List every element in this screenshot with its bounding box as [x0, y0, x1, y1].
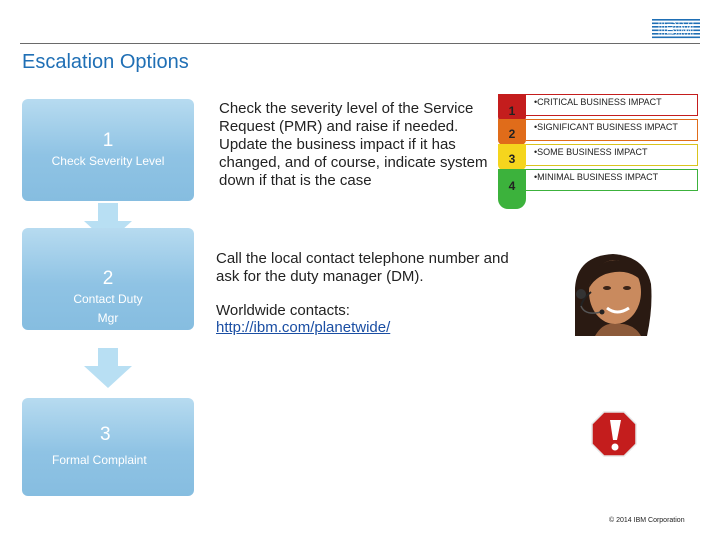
header-divider	[20, 43, 700, 44]
severity-level: 1	[508, 104, 516, 118]
check-severity-description: Check the severity level of the Service Request (PMR) and raise if needed. Update the business impact if it has changed, and of course, indicate system down if that is the case	[219, 100, 488, 189]
down-arrow-icon	[84, 348, 132, 388]
copyright-footer: © 2014 IBM Corporation	[609, 517, 685, 524]
worldwide-contacts-link[interactable]: http://ibm.com/planetwide/	[216, 319, 391, 336]
step-number: 2	[102, 268, 114, 289]
severity-3-label: •SOME BUSINESS IMPACT	[526, 144, 698, 166]
severity-4-marker	[498, 169, 526, 209]
severity-level: 3	[508, 152, 516, 166]
step-contact-duty-mgr	[22, 228, 194, 330]
warning-exclamation-icon	[590, 410, 638, 462]
ibm-logo-text: IBM	[657, 19, 695, 39]
step-check-severity	[22, 99, 194, 201]
page-title: Escalation Options	[22, 51, 189, 73]
support-agent-photo	[555, 248, 666, 336]
severity-level: 2	[508, 127, 516, 141]
severity-1-marker	[498, 94, 526, 122]
step-label: Contact Duty Mgr	[73, 292, 143, 325]
ibm-logo	[652, 17, 700, 39]
severity-2-marker	[498, 119, 526, 145]
step-label: Formal Complaint	[52, 453, 147, 467]
step-label: Check Severity Level	[51, 154, 165, 168]
call-duty-manager-text: Call the local contact telephone number and ask for the duty manager (DM).	[216, 250, 509, 285]
severity-1-label: •CRITICAL BUSINESS IMPACT	[526, 94, 698, 116]
step-number: 1	[102, 130, 114, 151]
step-formal-complaint	[22, 398, 194, 496]
severity-4-label: •MINIMAL BUSINESS IMPACT	[526, 169, 698, 191]
severity-2-label: •SIGNIFICANT BUSINESS IMPACT	[526, 119, 698, 141]
severity-level: 4	[508, 179, 516, 193]
step-number: 3	[100, 424, 111, 445]
severity-3-marker	[498, 144, 526, 170]
worldwide-contacts-label: Worldwide contacts:	[216, 302, 350, 319]
